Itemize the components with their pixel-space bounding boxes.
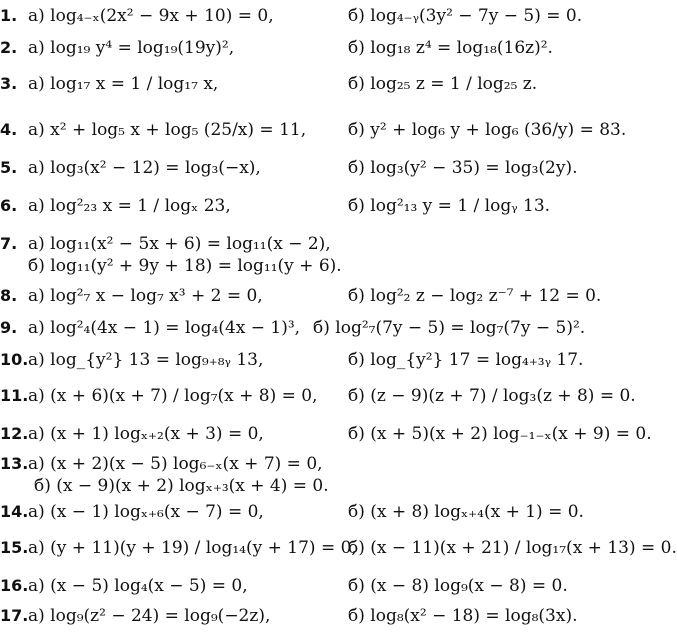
problem-part-b: б) y² + log₆ y + log₆ (36/y) = 83. <box>348 120 627 140</box>
problem-number: 5. <box>0 158 18 177</box>
problem-part-a: а) log₄₋ₓ(2x² − 9x + 10) = 0, <box>28 6 274 26</box>
problem-part-b: б) (x + 8) logₓ₊₄(x + 1) = 0. <box>348 502 584 522</box>
problem-number: 4. <box>0 120 18 139</box>
problem-number: 16. <box>0 576 29 595</box>
problem-part-a: а) log₃(x² − 12) = log₃(−x), <box>28 158 261 178</box>
problem-part-b: б) (x + 5)(x + 2) log₋₁₋ₓ(x + 9) = 0. <box>348 424 652 444</box>
problem-part-b: б) log₁₁(y² + 9y + 18) = log₁₁(y + 6). <box>28 256 342 276</box>
problem-part-a: а) log²₇ x − log₇ x³ + 2 = 0, <box>28 286 263 306</box>
problem-part-b: б) (x − 9)(x + 2) logₓ₊₃(x + 4) = 0. <box>34 476 329 496</box>
problem-part-a: а) x² + log₅ x + log₅ (25/x) = 11, <box>28 120 307 140</box>
problem-part-b: б) log₁₈ z⁴ = log₁₈(16z)². <box>348 38 553 58</box>
problem-number: 1. <box>0 6 18 25</box>
problem-number: 17. <box>0 606 29 625</box>
problem-number: 14. <box>0 502 29 521</box>
problem-part-a: а) log₁₁(x² − 5x + 6) = log₁₁(x − 2), <box>28 234 331 254</box>
problem-part-b: б) (x − 8) log₉(x − 8) = 0. <box>348 576 568 596</box>
problem-part-a: а) log²₄(4x − 1) = log₄(4x − 1)³, <box>28 318 301 338</box>
problem-part-b: б) (x − 11)(x + 21) / log₁₇(x + 13) = 0. <box>348 538 677 558</box>
problem-part-b: б) log²₇(7y − 5) = log₇(7y − 5)². <box>313 318 586 338</box>
problem-part-b: б) log₂₅ z = 1 / log₂₅ z. <box>348 74 538 94</box>
problem-part-b: б) log_{y²} 17 = log₄₊₃ᵧ 17. <box>348 350 584 370</box>
problem-part-a: а) (x − 5) log₄(x − 5) = 0, <box>28 576 248 596</box>
problem-part-a: а) (x + 1) logₓ₊₂(x + 3) = 0, <box>28 424 264 444</box>
problem-part-b: б) log₃(y² − 35) = log₃(2y). <box>348 158 578 178</box>
problem-part-a: а) (x + 2)(x − 5) log₆₋ₓ(x + 7) = 0, <box>28 454 323 474</box>
problem-part-a: а) (x − 1) logₓ₊₆(x − 7) = 0, <box>28 502 264 522</box>
problem-number: 12. <box>0 424 29 443</box>
problem-number: 15. <box>0 538 29 557</box>
problem-number: 9. <box>0 318 18 337</box>
problem-number: 11. <box>0 386 29 405</box>
problem-number: 3. <box>0 74 18 93</box>
problem-part-a: а) log₁₇ x = 1 / log₁₇ x, <box>28 74 219 94</box>
problem-part-a: а) log²₂₃ x = 1 / logₓ 23, <box>28 196 231 216</box>
problem-part-a: а) (y + 11)(y + 19) / log₁₄(y + 17) = 0, <box>28 538 357 558</box>
problem-number: 7. <box>0 234 18 253</box>
problem-part-b: б) log²₂ z − log₂ z⁻⁷ + 12 = 0. <box>348 286 602 306</box>
problem-number: 2. <box>0 38 18 57</box>
problem-number: 6. <box>0 196 18 215</box>
problem-part-a: а) log_{y²} 13 = log₉₊₈ᵧ 13, <box>28 350 264 370</box>
problem-part-a: а) log₁₉ y⁴ = log₁₉(19y)², <box>28 38 235 58</box>
problem-part-b: б) log₈(x² − 18) = log₈(3x). <box>348 606 578 626</box>
problem-part-b: б) (z − 9)(z + 7) / log₃(z + 8) = 0. <box>348 386 636 406</box>
problem-part-b: б) log₄₋ᵧ(3y² − 7y − 5) = 0. <box>348 6 583 26</box>
problem-number: 13. <box>0 454 29 473</box>
problem-number: 8. <box>0 286 18 305</box>
problem-part-a: а) log₉(z² − 24) = log₉(−2z), <box>28 606 271 626</box>
problem-part-a: а) (x + 6)(x + 7) / log₇(x + 8) = 0, <box>28 386 318 406</box>
problem-number: 10. <box>0 350 29 369</box>
problem-part-b: б) log²₁₃ y = 1 / logᵧ 13. <box>348 196 551 216</box>
